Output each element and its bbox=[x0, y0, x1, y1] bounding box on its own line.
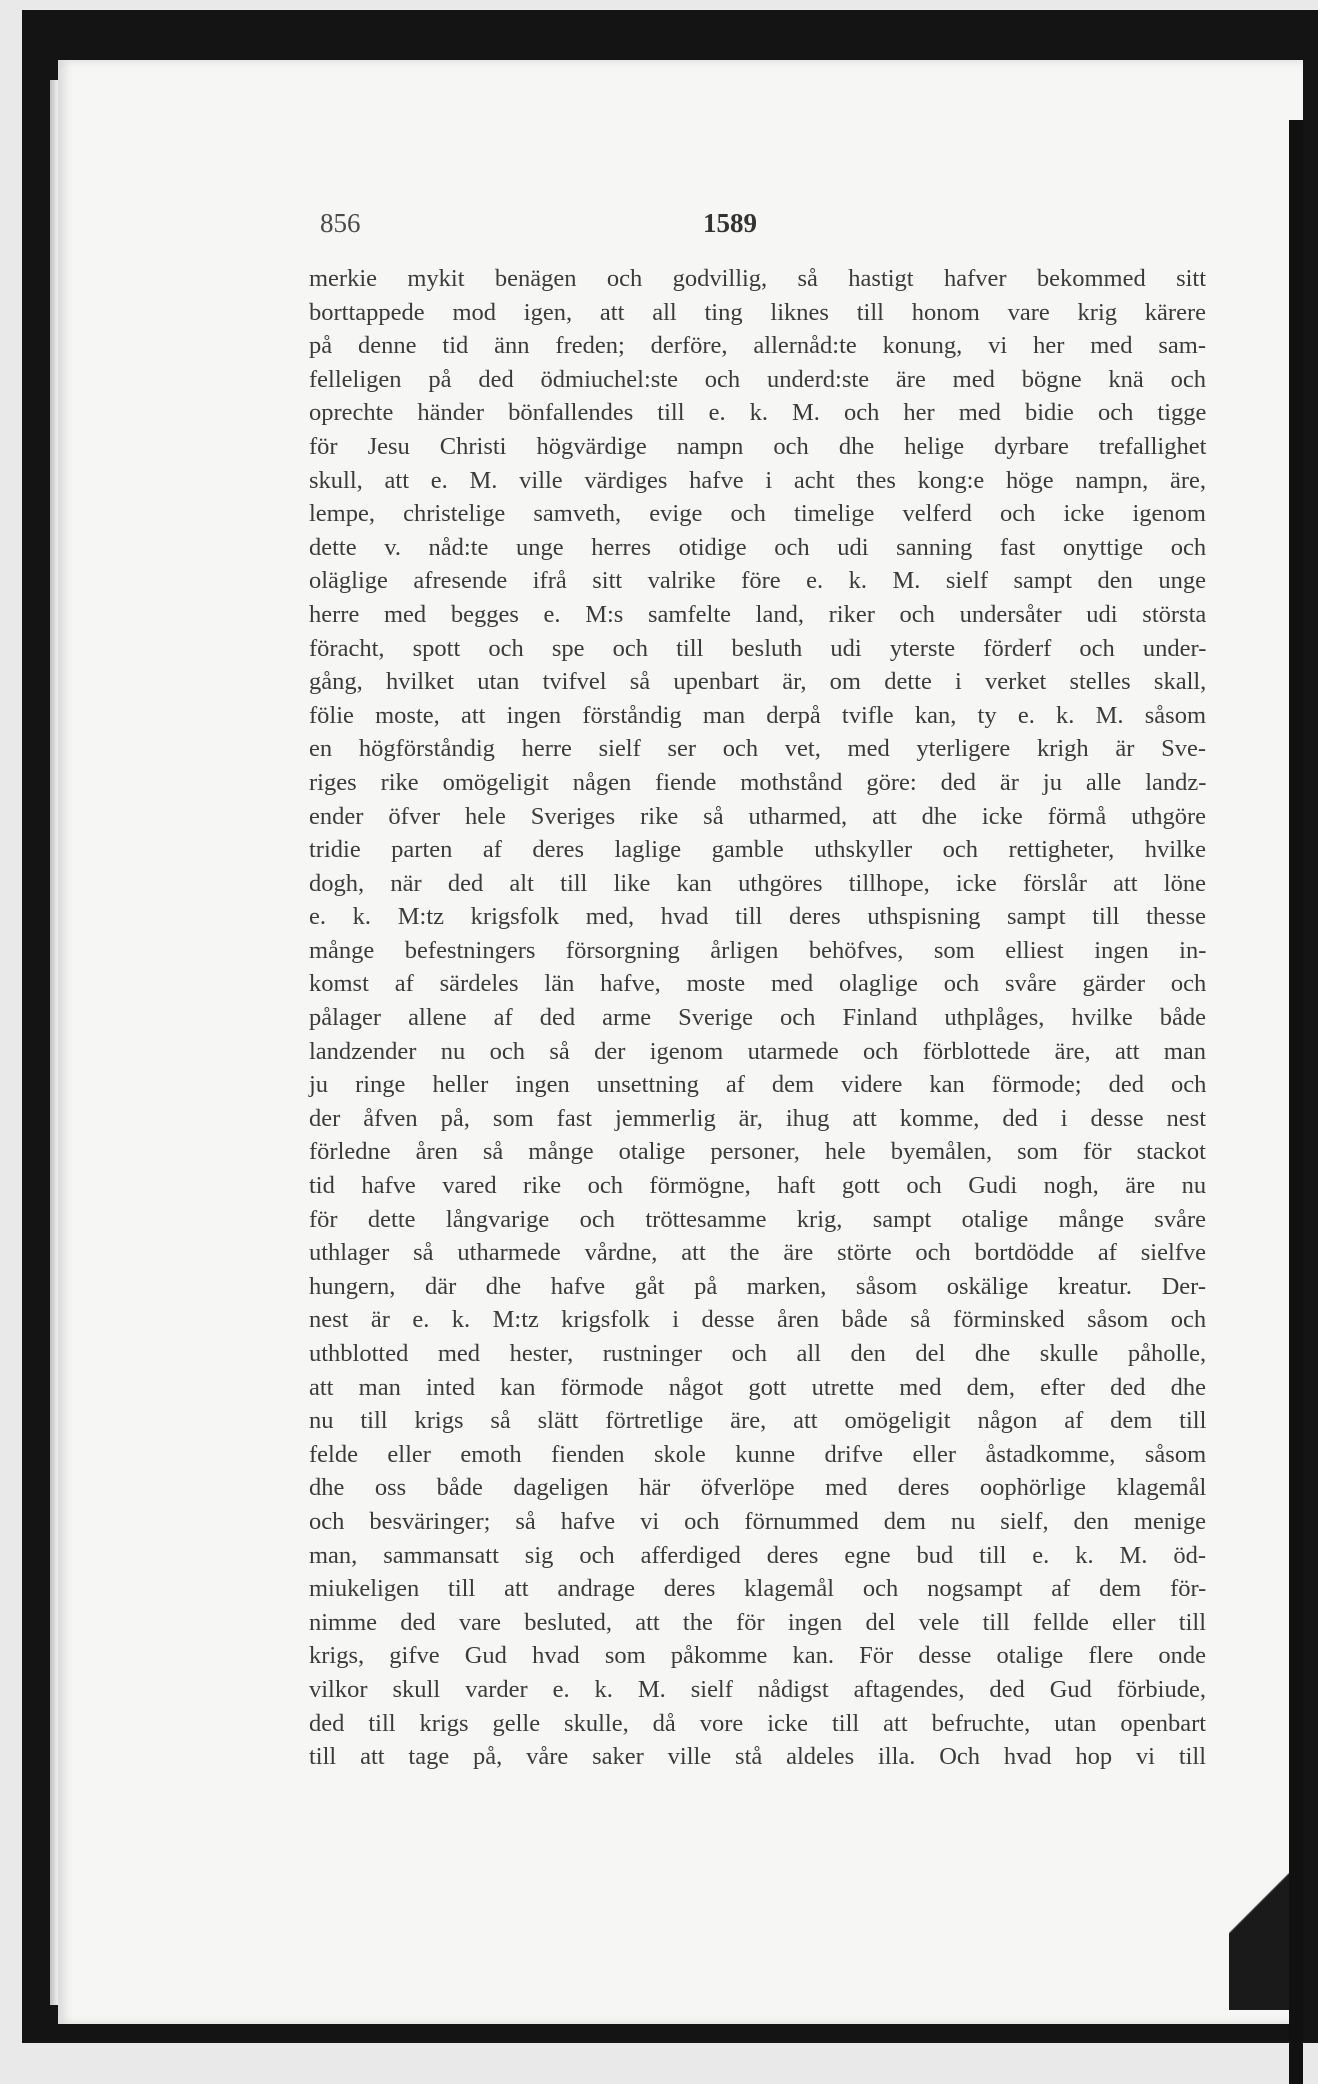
text-line: ender öfver hele Sveriges rike så utharmed, att dhe icke förmå uthgöre bbox=[309, 802, 1206, 830]
text-line: lempe, christelige samveth, evige och timelige velferd och icke igenom bbox=[309, 500, 1206, 528]
text-line: herre med begges e. M:s samfelte land, riker och undersåter udi största bbox=[309, 600, 1207, 628]
text-line: felde eller emoth fienden skole kunne drifve eller åstadkomme, såsom bbox=[309, 1440, 1207, 1468]
text-line: skull, att e. M. ville värdiges hafve i acht thes kong:e höge nampn, äre, bbox=[309, 466, 1206, 494]
text-line: dhe oss både dageligen här öfverlöpe med deres oophörlige klagemål bbox=[309, 1474, 1207, 1502]
text-line: månge befestningers försorgning årligen behöfves, som elliest ingen in- bbox=[309, 936, 1207, 964]
text-line: och besväringer; så hafve vi och förnummed dem nu sielf, den menige bbox=[309, 1507, 1206, 1535]
text-line: komst af särdeles län hafve, moste med olaglige och svåre gärder och bbox=[309, 970, 1207, 998]
page-year-heading: 1589 bbox=[703, 208, 757, 238]
text-line: dogh, när ded alt till like kan uthgöres tillhope, icke förslår att löne bbox=[309, 869, 1206, 897]
text-line: merkie mykit benägen och godvillig, så hastigt hafver bekommed sitt bbox=[309, 265, 1207, 292]
page-number: 856 bbox=[320, 208, 361, 238]
text-line: föracht, spott och spe och till besluth udi yterste förderf och under- bbox=[309, 634, 1207, 662]
text-line: der åfven på, som fast jemmerlig är, ihug att komme, ded i desse nest bbox=[309, 1104, 1207, 1132]
body-text bbox=[309, 262, 1206, 1774]
text-line: felleligen på ded ödmiuchel:ste och underd:ste äre med bögne knä och bbox=[309, 365, 1206, 393]
text-line: e. k. M:tz krigsfolk med, hvad till deres uthspisning sampt till thesse bbox=[309, 903, 1206, 931]
text-line: tid hafve vared rike och förmögne, haft gott och Gudi nogh, äre nu bbox=[309, 1172, 1207, 1200]
text-line: nu till krigs så slätt förtretlige äre, att omögeligit någon af dem till bbox=[309, 1407, 1207, 1435]
text-line: miukeligen till att andrage deres klagemål och nogsampt af dem för- bbox=[309, 1575, 1207, 1603]
page-edge-left bbox=[50, 80, 58, 2005]
page-corner-shadow bbox=[1229, 1840, 1289, 2010]
text-line: fölie moste, att ingen förståndig man derpå tvifle kan, ty e. k. M. såsom bbox=[309, 701, 1206, 729]
text-line: gång, hvilket utan tvifvel så upenbart är, om dette i verket stelles skall, bbox=[309, 668, 1207, 696]
text-line: ded till krigs gelle skulle, då vore icke till att befruchte, utan openbart bbox=[309, 1709, 1207, 1737]
text-line: förledne åren så månge otalige personer, hele byemålen, som för stackot bbox=[309, 1138, 1206, 1166]
text-line: en högförståndig herre sielf ser och vet, med yterligere krigh är Sve- bbox=[309, 735, 1206, 763]
page-edge-right bbox=[1289, 120, 1303, 2084]
text-line: tridie parten af deres laglige gamble uthskyller och rettigheter, hvilke bbox=[309, 836, 1206, 864]
text-line: nimme ded vare besluted, att the för ingen del vele till fellde eller till bbox=[309, 1608, 1206, 1636]
text-line: ju ringe heller ingen unsettning af dem videre kan förmode; ded och bbox=[309, 1071, 1207, 1099]
text-line: landzender nu och så der igenom utarmede och förblottede äre, att man bbox=[309, 1037, 1206, 1065]
text-line: att man inted kan förmode något gott utrette med dem, efter ded dhe bbox=[309, 1373, 1206, 1401]
text-line: borttappede mod igen, att all ting liknes till honom vare krig kärere bbox=[309, 298, 1206, 326]
text-line: uthlager så utharmede vårdne, att the äre störte och bortdödde af sielfve bbox=[309, 1239, 1207, 1267]
page-header bbox=[320, 208, 1210, 248]
text-line: nest är e. k. M:tz krigsfolk i desse åren både så förminsked såsom och bbox=[309, 1306, 1207, 1334]
text-line: krigs, gifve Gud hvad som påkomme kan. För desse otalige flere onde bbox=[309, 1642, 1206, 1670]
text-line: dette v. nåd:te unge herres otidige och udi sanning fast onyttige och bbox=[309, 533, 1207, 561]
text-line: för Jesu Christi högvärdige nampn och dhe helige dyrbare trefallighet bbox=[309, 432, 1207, 460]
text-line: på denne tid änn freden; derföre, allernåd:te konung, vi her med sam- bbox=[309, 332, 1206, 360]
text-line: riges rike omögeligit någen fiende mothstånd göre: ded är ju alle landz- bbox=[309, 768, 1207, 796]
text-line: oprechte händer bönfallendes till e. k. M. och her med bidie och tigge bbox=[309, 399, 1207, 427]
text-line: vilkor skull varder e. k. M. sielf nådigst aftagendes, ded Gud förbiude, bbox=[309, 1675, 1206, 1703]
text-line: oläglige afresende ifrå sitt valrike före e. k. M. sielf sampt den unge bbox=[309, 567, 1206, 595]
text-line: pålager allene af ded arme Sverige och Finland uthplåges, hvilke både bbox=[309, 1004, 1206, 1032]
text-line: för dette långvarige och tröttesamme krig, sampt otalige månge svåre bbox=[309, 1205, 1206, 1233]
text-line: uthblotted med hester, rustninger och all den del dhe skulle påholle, bbox=[309, 1340, 1207, 1367]
text-line: hungern, där dhe hafve gåt på marken, såsom oskälige kreatur. Der- bbox=[309, 1272, 1206, 1300]
text-line: till att tage på, våre saker ville stå aldeles illa. Och hvad hop vi till bbox=[309, 1743, 1207, 1771]
text-line: man, sammansatt sig och afferdiged deres egne bud till e. k. M. öd- bbox=[309, 1541, 1206, 1569]
